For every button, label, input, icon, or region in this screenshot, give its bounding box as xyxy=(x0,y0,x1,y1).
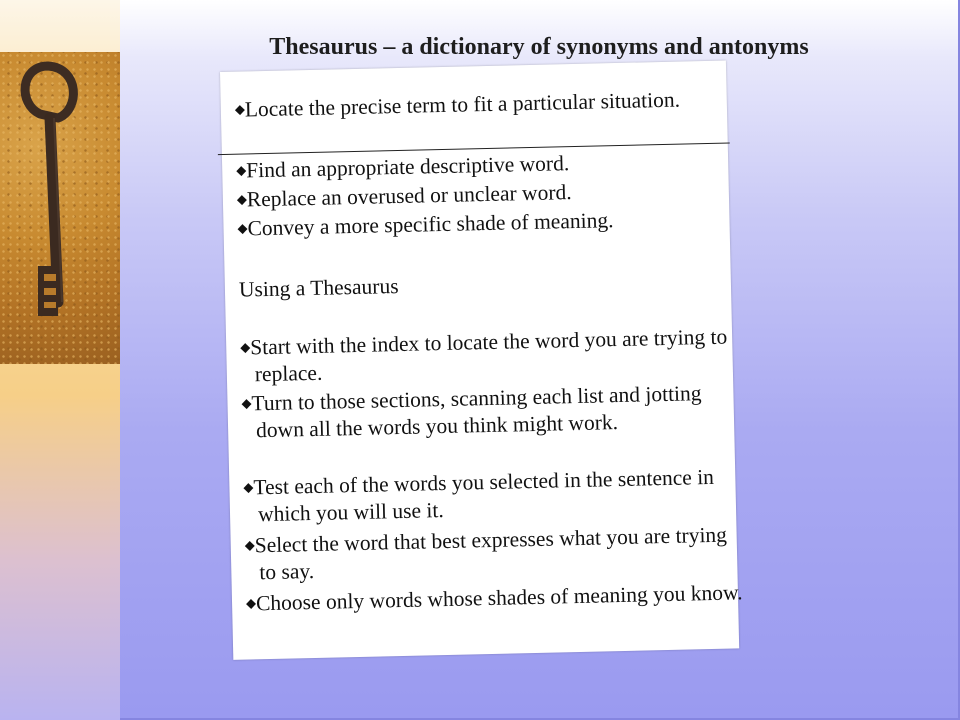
scanned-document xyxy=(220,61,743,660)
diamond-bullet-icon: ◆ xyxy=(244,537,255,553)
diamond-bullet-icon: ◆ xyxy=(236,162,247,178)
step-item: ◆Turn to those sections, scanning each list and jotting down all the words you think might work. xyxy=(241,381,702,443)
step-item: ◆Select the word that best expresses what you are trying to say. xyxy=(244,522,728,585)
step-item: ◆Choose only words whose shades of meaning you know. xyxy=(245,580,743,616)
diamond-bullet-icon: ◆ xyxy=(236,191,248,207)
antique-key-image xyxy=(0,52,120,364)
step-item: ◆Test each of the words you selected in the sentence in which you will use it. xyxy=(243,464,715,527)
step-item: ◆Start with the index to locate the word you are trying to replace. xyxy=(240,324,728,387)
intro-item: ◆Locate the precise term to fit a particular situation. xyxy=(234,87,681,122)
diamond-bullet-icon: ◆ xyxy=(245,595,257,611)
intro-item: ◆Convey a more specific shade of meaning. xyxy=(237,208,614,241)
slide-title: Thesaurus – a dictionary of synonyms and antonyms xyxy=(269,34,809,60)
key-icon xyxy=(0,52,120,364)
intro-item: ◆Find an appropriate descriptive word. xyxy=(236,151,570,183)
diamond-bullet-icon: ◆ xyxy=(243,479,254,495)
diamond-bullet-icon: ◆ xyxy=(234,101,246,117)
intro-item: ◆Replace an overused or unclear word. xyxy=(236,180,572,212)
diamond-bullet-icon: ◆ xyxy=(237,220,248,236)
section-heading: Using a Thesaurus xyxy=(238,274,399,302)
diamond-bullet-icon: ◆ xyxy=(240,339,251,355)
diamond-bullet-icon: ◆ xyxy=(241,395,252,411)
